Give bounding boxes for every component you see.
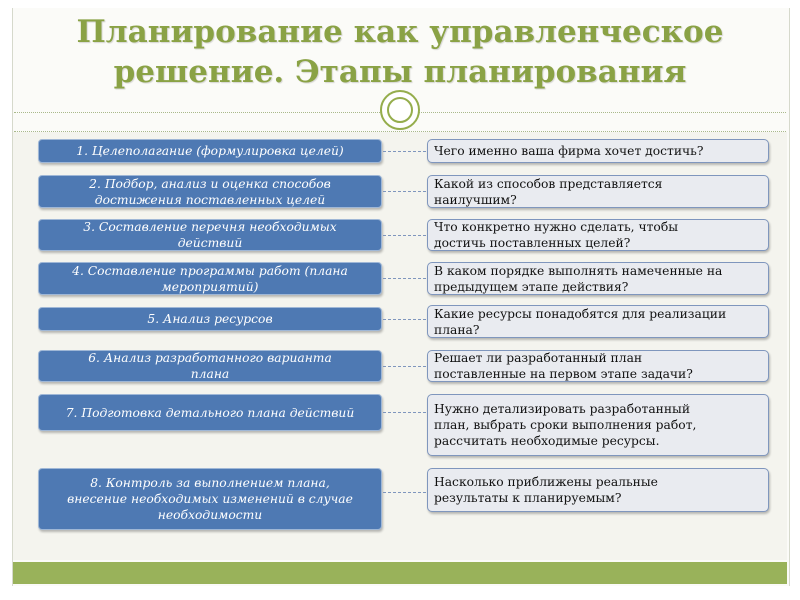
connector-2 bbox=[383, 191, 426, 192]
connector-1 bbox=[383, 151, 426, 152]
connector-7 bbox=[383, 412, 426, 413]
circle-ornament-icon bbox=[380, 90, 420, 130]
step-box-1: 1. Целеполагание (формулировка целей) bbox=[38, 139, 382, 163]
question-box-1: Чего именно ваша фирма хочет достичь? bbox=[427, 139, 769, 163]
step-box-7: 7. Подготовка детального плана действий bbox=[38, 394, 382, 431]
question-box-8: Насколько приближены реальные результаты к планируемым? bbox=[427, 468, 769, 512]
step-box-8: 8. Контроль за выполнением плана, внесение необходимых изменений в случае необходимости bbox=[38, 468, 382, 530]
step-box-2: 2. Подбор, анализ и оценка способов достижения поставленных целей bbox=[38, 175, 382, 208]
slide-title-line-2: решение. Этапы планирования bbox=[113, 54, 687, 90]
connector-3 bbox=[383, 235, 426, 236]
question-box-3: Что конкретно нужно сделать, чтобы достичь поставленных целей? bbox=[427, 219, 769, 251]
slide-title-line-1: Планирование как управленческое bbox=[76, 14, 724, 50]
connector-6 bbox=[383, 366, 426, 367]
connector-5 bbox=[383, 319, 426, 320]
step-box-4: 4. Составление программы работ (плана мероприятий) bbox=[38, 262, 382, 295]
question-box-6: Решает ли разработанный план поставленные на первом этапе задачи? bbox=[427, 350, 769, 382]
question-box-7: Нужно детализировать разработанный план, выбрать сроки выполнения работ, рассчитать необходимые ресурсы. bbox=[427, 394, 769, 456]
step-box-3: 3. Составление перечня необходимых действий bbox=[38, 219, 382, 251]
step-box-6: 6. Анализ разработанного варианта плана bbox=[38, 350, 382, 382]
footer-accent-bar bbox=[13, 562, 787, 584]
slide-title bbox=[12, 12, 788, 92]
connector-4 bbox=[383, 278, 426, 279]
question-box-4: В каком порядке выполнять намеченные на предыдущем этапе действия? bbox=[427, 262, 769, 295]
connector-8 bbox=[383, 492, 426, 493]
step-box-5: 5. Анализ ресурсов bbox=[38, 307, 382, 331]
question-box-5: Какие ресурсы понадобятся для реализации плана? bbox=[427, 305, 769, 338]
question-box-2: Какой из способов представляется наилучшим? bbox=[427, 175, 769, 208]
